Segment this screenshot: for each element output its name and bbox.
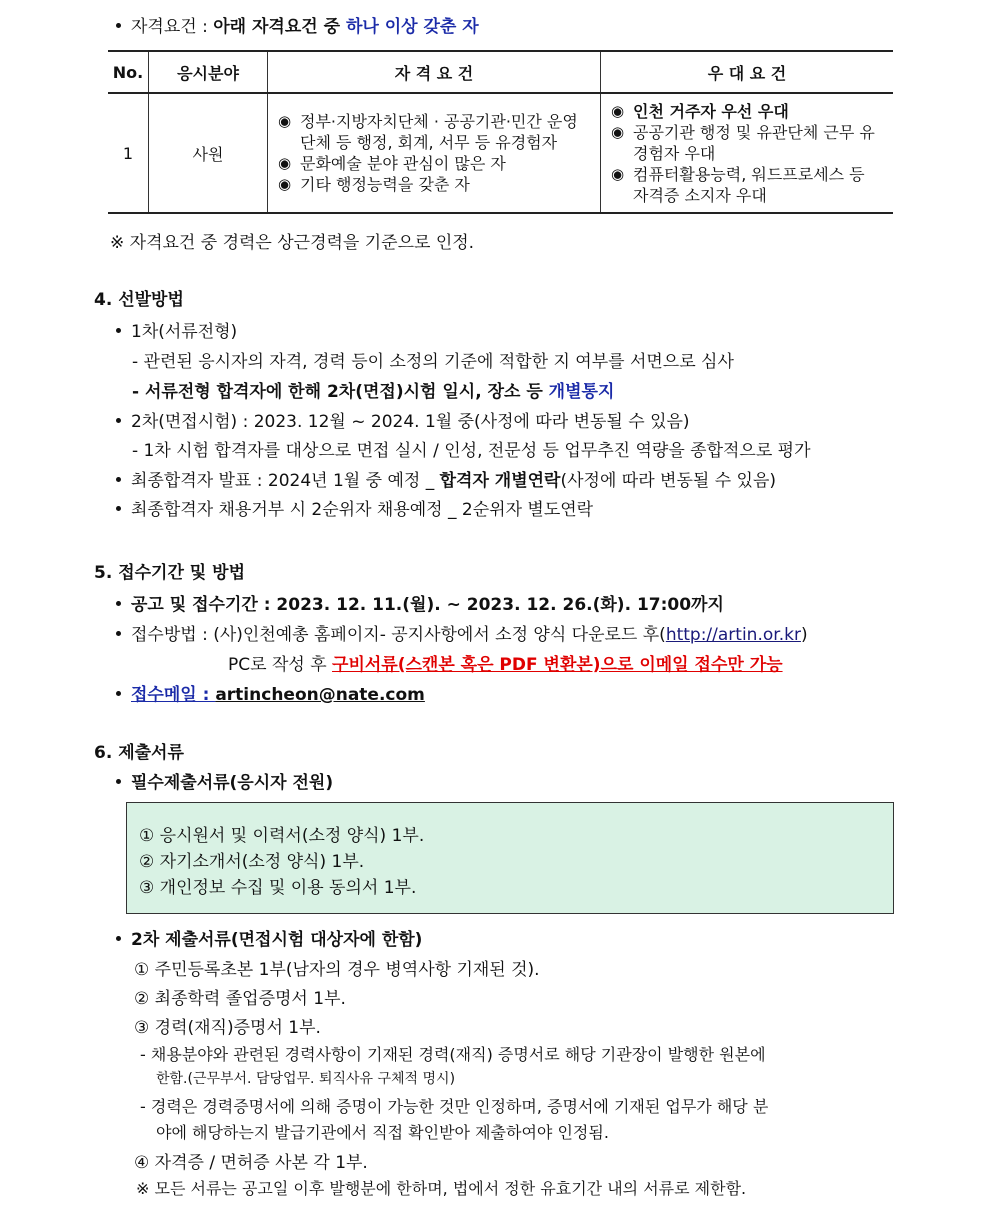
bullet-icon (116, 601, 121, 606)
list-item: ◉ 공공기관 행정 및 유관단체 근무 유경험자 우대 (611, 122, 875, 163)
bullet-icon: ◉ (611, 164, 625, 183)
header-field: 응시분야 (149, 51, 268, 93)
round2-desc: - 1차 시험 합격자를 대상으로 면접 실시 / 인성, 전문성 등 업무추진 역량을 종합적으로 평가 (132, 441, 811, 461)
method-line-2: PC로 작성 후 구비서류(스캔본 혹은 PDF 변환본)으로 이메일 접수만 가능 (228, 655, 783, 675)
required-title: 필수제출서류(응시자 전원) (116, 768, 333, 793)
section-title-documents: 6. 제출서류 (94, 743, 184, 763)
note-experience: ※ 자격요건 중 경력은 상근경력을 기준으로 인정. (110, 233, 475, 253)
bullet-icon (116, 23, 121, 28)
list-item: ◉ 컴퓨터활용능력, 워드프로세스 등 자격증 소지자 우대 (611, 164, 865, 205)
header-no: No. (108, 51, 149, 93)
bullet-icon (116, 418, 121, 423)
homepage-link[interactable]: http://artin.or.kr (665, 625, 801, 645)
round1-desc: - 관련된 응시자의 자격, 경력 등이 소정의 기준에 적합한 지 여부를 서면으로 심사 (132, 352, 734, 372)
row-field: 사원 (149, 93, 268, 213)
round2: 2차(면접시험) : 2023. 12월 ~ 2024. 1월 중(사정에 따라 변동될 수 있음) (116, 407, 690, 432)
header-preferences: 우 대 요 건 (601, 51, 894, 93)
list-item: ① 응시원서 및 이력서(소정 양식) 1부. (139, 826, 425, 846)
round1-notice: - 서류전형 합격자에 한해 2차(면접)시험 일시, 장소 등 개별통지 (132, 382, 615, 402)
bullet-icon (116, 328, 121, 333)
qualification-line (116, 12, 479, 37)
bullet-icon (116, 779, 121, 784)
reject-line: 최종합격자 채용거부 시 2순위자 채용예정 _ 2순위자 별도연락 (116, 495, 593, 520)
second-title: 2차 제출서류(면접시험 대상자에 한함) (116, 925, 422, 950)
note-validity: ※ 모든 서류는 공고일 이후 발행분에 한하며, 법에서 정한 유효기간 내의 서류로 제한함. (136, 1179, 747, 1198)
header-requirements: 자 격 요 건 (268, 51, 601, 93)
period-line: 공고 및 접수기간 : 2023. 12. 11.(월). ~ 2023. 12. 26.(화). 17:00까지 (116, 590, 724, 615)
list-item: ④ 자격증 / 면허증 사본 각 1부. (134, 1153, 368, 1173)
preferences-cell (601, 93, 894, 213)
detail-text: - 채용분야와 관련된 경력사항이 기재된 경력(재직) 증명서로 해당 기관장이 발행한 원본에 (140, 1045, 766, 1064)
bullet-icon (116, 631, 121, 636)
required-documents-box (126, 802, 894, 914)
bullet-icon: ◉ (611, 122, 625, 141)
bullet-icon: ◉ (611, 101, 625, 120)
email-link[interactable]: artincheon@nate.com (215, 685, 425, 705)
section-title-selection: 4. 선발방법 (94, 290, 184, 310)
qual-blue: 하나 이상 갖춘 자 (345, 17, 479, 37)
qual-bold: 아래 자격요건 중 (213, 17, 346, 37)
list-item: ② 최종학력 졸업증명서 1부. (134, 989, 346, 1009)
list-item: ◉ 문화예술 분야 관심이 많은 자 (278, 154, 506, 173)
qualification-table (108, 50, 893, 214)
list-item: ◉ 정부·지방자치단체 · 공공기관·민간 운영단체 등 행정, 회계, 서무 등 유경험자 (278, 112, 578, 152)
row-no: 1 (108, 93, 149, 213)
bullet-icon: ◉ (278, 154, 292, 172)
bullet-icon (116, 691, 121, 696)
list-item: ◉ 인천 거주자 우선 우대 (611, 101, 789, 121)
list-item: ② 자기소개서(소정 양식) 1부. (139, 852, 365, 872)
requirements-cell (268, 93, 601, 213)
email-line: 접수메일 : artincheon@nate.com (116, 680, 425, 705)
method-line: 접수방법 : (사)인천예총 홈페이지- 공지사항에서 소정 양식 다운로드 후(http://artin.or.kr) (116, 620, 808, 645)
section-title-application: 5. 접수기간 및 방법 (94, 563, 245, 583)
list-item: ③ 개인정보 수집 및 이용 동의서 1부. (139, 878, 417, 898)
detail-text: 야에 해당하는지 발급기관에서 직접 확인받아 제출하여야 인정됨. (156, 1123, 609, 1142)
detail-text: - 경력은 경력증명서에 의해 증명이 가능한 것만 인정하며, 증명서에 기재된 업무가 해당 분 (140, 1097, 769, 1116)
list-item: ◉ 기타 행정능력을 갖춘 자 (278, 175, 470, 194)
bullet-icon (116, 477, 121, 482)
list-item: ① 주민등록초본 1부(남자의 경우 병역사항 기재된 것). (134, 960, 540, 980)
bullet-icon (116, 506, 121, 511)
detail-text: 한함.(근무부서. 담당업무. 퇴직사유 구체적 명시) (156, 1071, 456, 1087)
bullet-icon (116, 936, 121, 941)
round1: 1차(서류전형) (116, 317, 237, 342)
bullet-icon: ◉ (278, 112, 292, 130)
qual-label: 자격요건 : (131, 17, 214, 37)
final-announcement: 최종합격자 발표 : 2024년 1월 중 예정 _ 합격자 개별연락(사정에 따라 변동될 수 있음) (116, 466, 776, 491)
list-item: ③ 경력(재직)증명서 1부. (134, 1018, 321, 1038)
bullet-icon: ◉ (278, 175, 292, 193)
